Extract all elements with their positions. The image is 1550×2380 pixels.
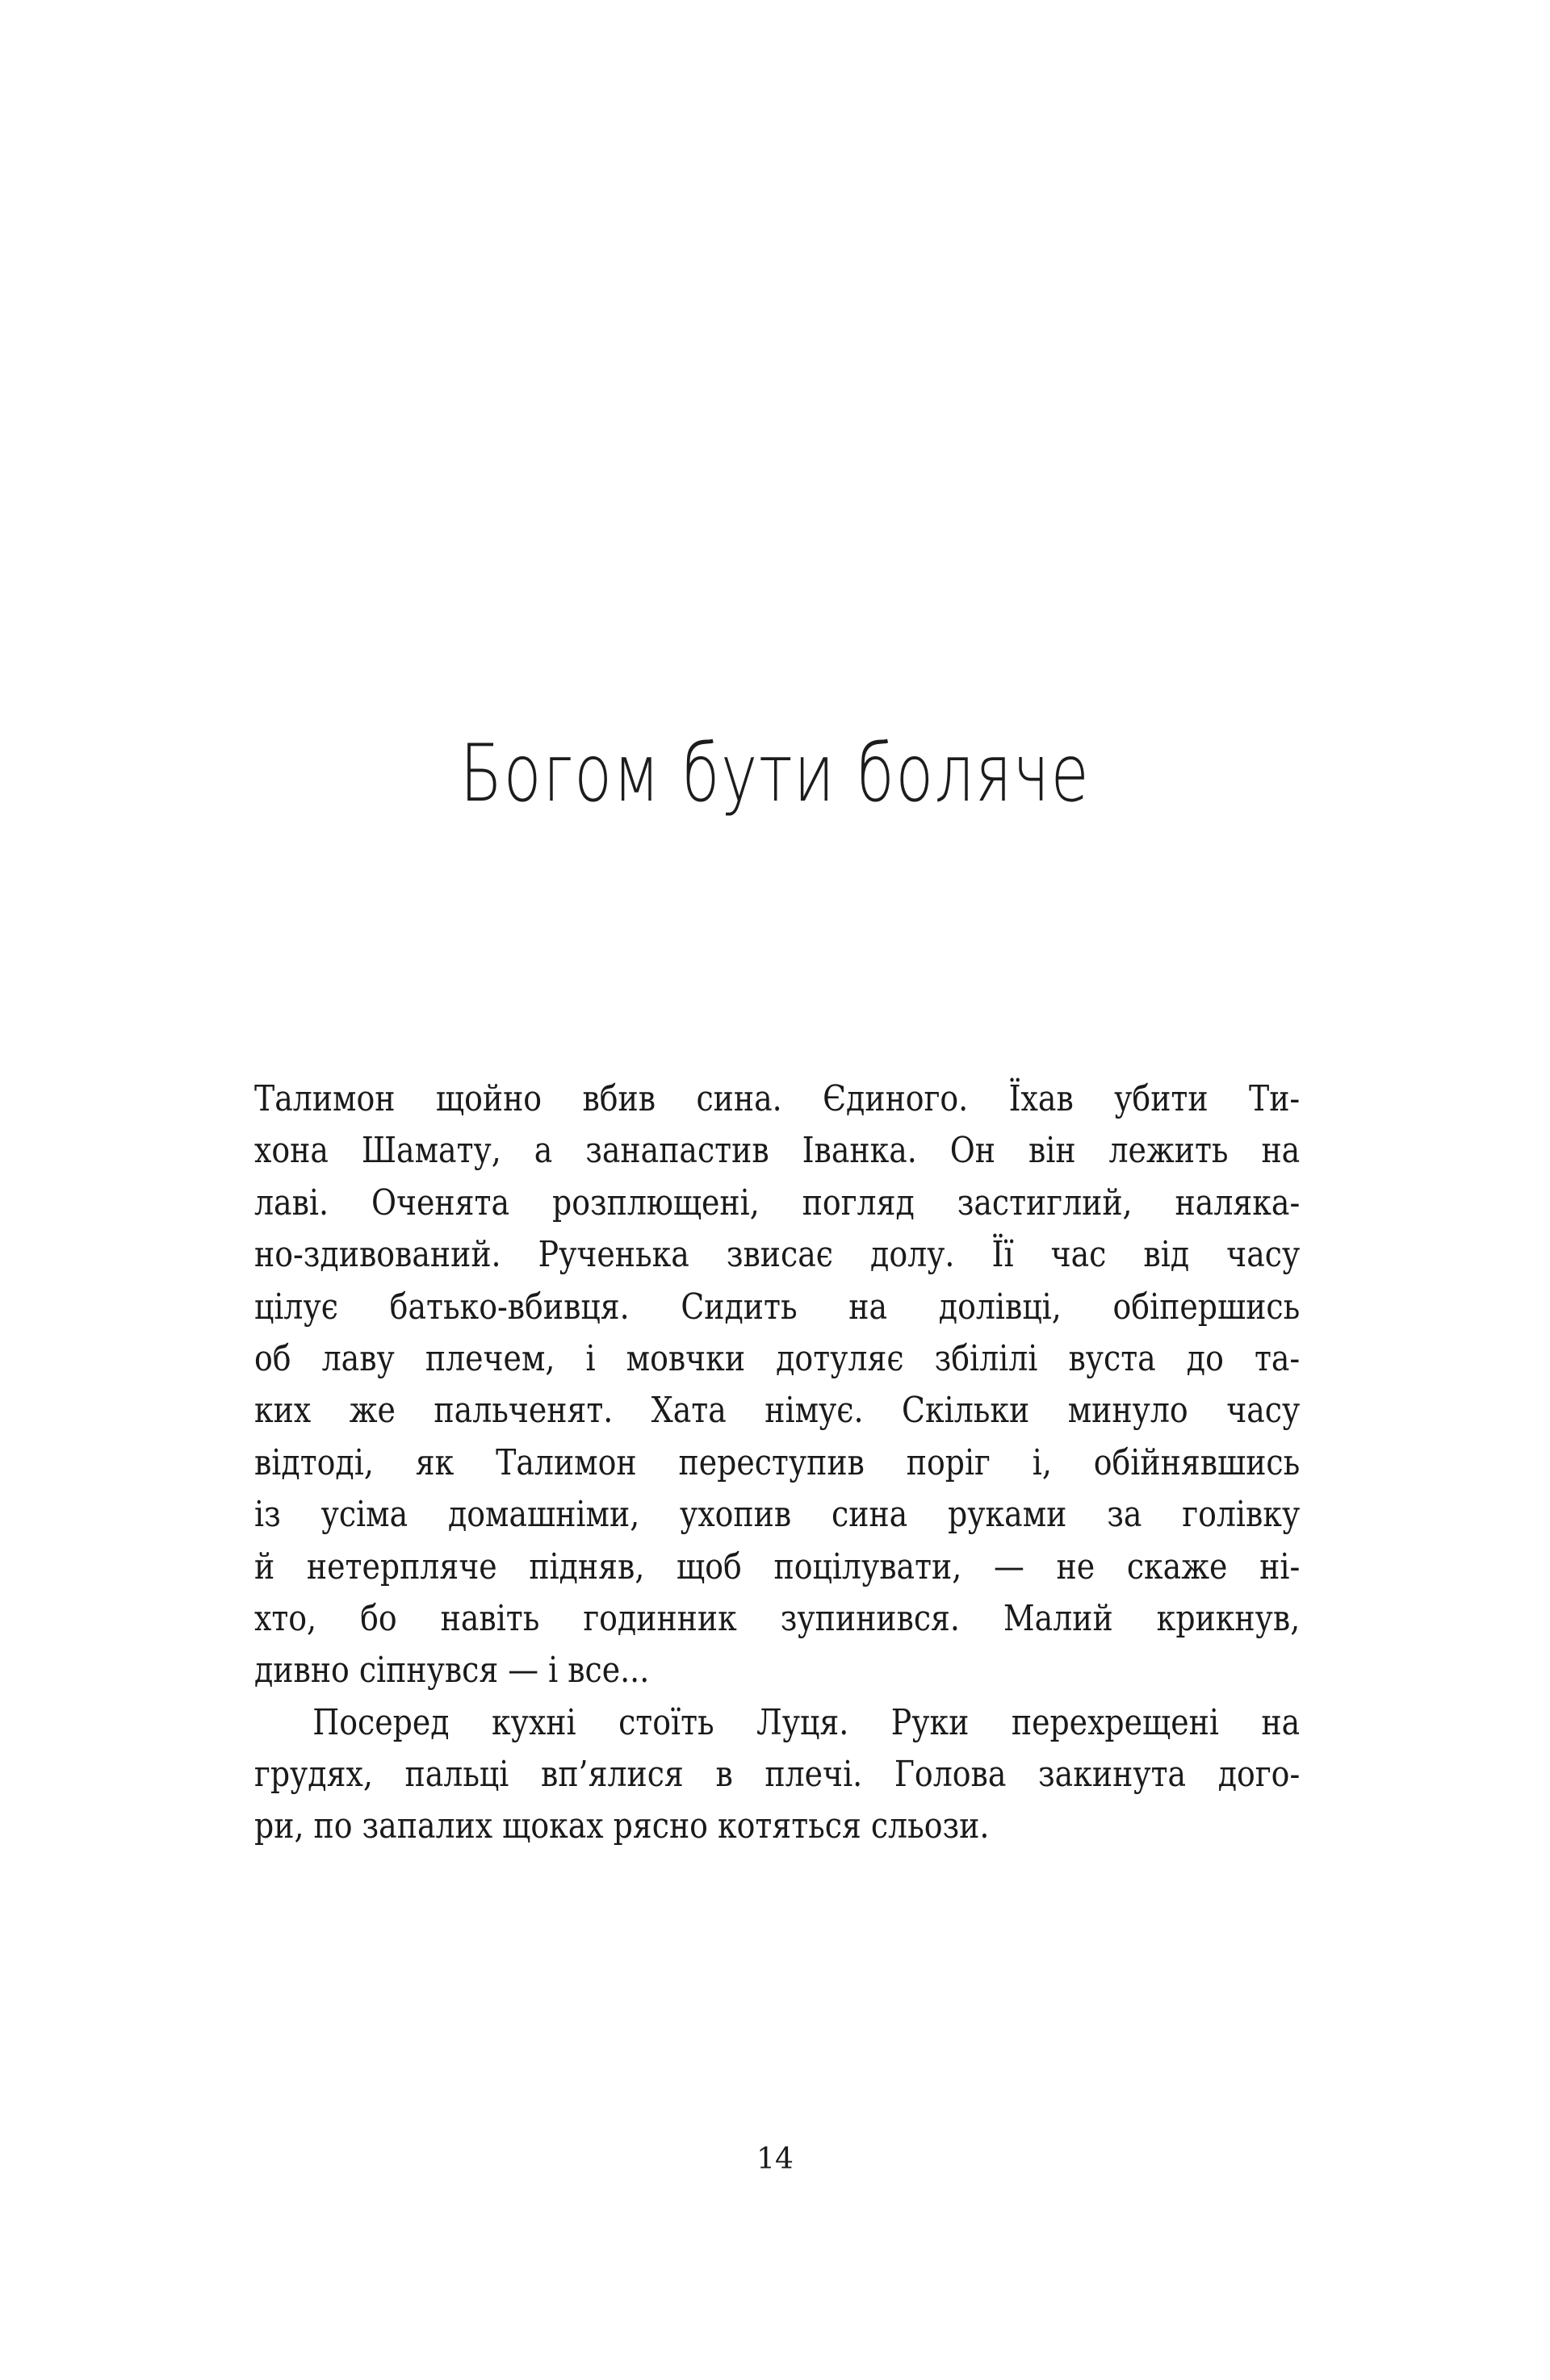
text-line: цілує батько-вбивця. Сидить на долівці, обіпершись (254, 1286, 1301, 1328)
page-number: 14 (756, 2143, 794, 2176)
text-line: хона Шамату, а занапастив Іванка. Он він лежить на (254, 1130, 1301, 1172)
text-line: й нетерпляче підняв, щоб поцілувати, — не скаже ні- (254, 1546, 1301, 1587)
text-line: із усіма домашніми, ухопив сина руками за голівку (254, 1494, 1301, 1536)
text-line: відтоді, як Талимон переступив поріг і, обійнявшись (254, 1441, 1301, 1483)
paragraph-1 (254, 1073, 1300, 1697)
paragraph-2 (254, 1697, 1300, 1853)
text-line: ких же пальченят. Хата німує. Скільки минуло часу (254, 1390, 1301, 1432)
text-line: лаві. Оченята розплющені, погляд застиглий, наляка- (254, 1182, 1301, 1223)
text-line: но-здивований. Рученька звисає долу. Її час від часу (254, 1234, 1301, 1276)
text-line: хто, бо навіть годинник зупинився. Малий крикнув, (254, 1597, 1301, 1639)
text-line: грудях, пальці вп’ялися в плечі. Голова закинута дого- (254, 1754, 1301, 1796)
text-line: об лаву плечем, і мовчки дотуляє збілілі вуста до та- (254, 1337, 1301, 1379)
body-text (254, 1073, 1300, 1853)
text-line: Посеред кухні стоїть Луця. Руки перехрещені на (312, 1701, 1301, 1743)
text-line: ри, по запалих щоках рясно котяться сльози. (254, 1805, 990, 1847)
text-line: дивно сіпнувся — і все... (254, 1650, 650, 1692)
text-line: Талимон щойно вбив сина. Єдиного. Їхав убити Ти- (254, 1078, 1301, 1119)
chapter-title: Богом бути боляче (459, 727, 1091, 820)
